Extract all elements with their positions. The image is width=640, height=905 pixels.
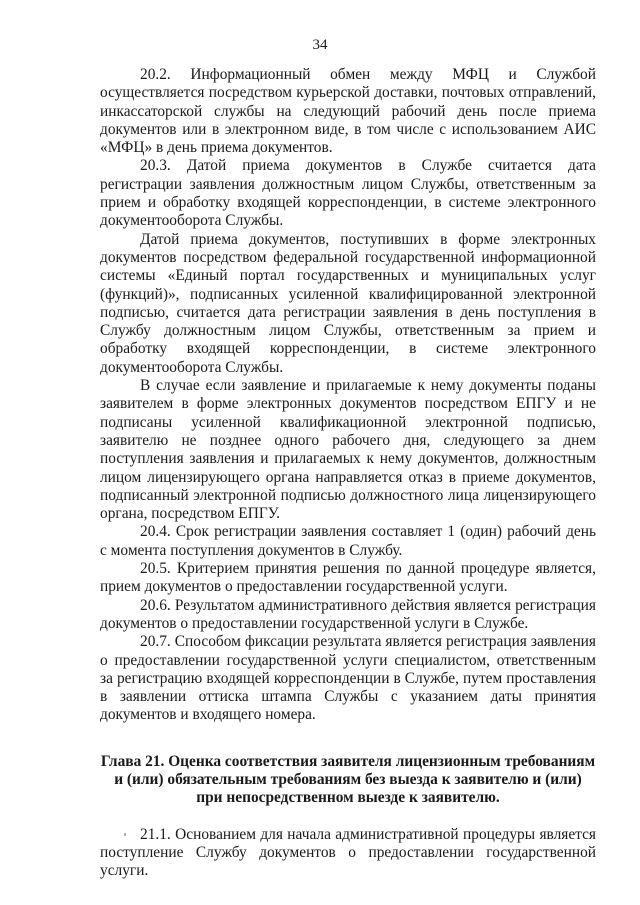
paragraph-epgu-date: Датой приема документов, поступивших в форме электронных документов посредством федеральной государственной информационной системы «Единый портал государственных и муниципальных услуг (функций)», подписанных усиленной квалифицированной электронной подписью, считается дата регистрации заявления в день поступления в Службу должностным лицом Службы, ответственным за прием и обработку входящей корреспонденции, в системе электронного документооборота Службы. (100, 230, 596, 376)
page-number: 34 (312, 37, 328, 53)
paragraph-epgu-refusal: В случае если заявление и прилагаемые к нему документы поданы заявителем в форме электронных документов посредством ЕПГУ и не подписаны усиленной квалификационной электронной подписью, заявителю не позднее одного рабочего дня, следующего за днем поступления заявления и прилагаемых к нему документов, должностным лицом лицензирующего органа направляется отказ в приеме документов, подписанный электронной подписью должностного лица лицензирующего органа, посредством ЕПГУ. (100, 377, 596, 523)
chapter-21-heading: Глава 21. Оценка соответствия заявителя лицензионным требованиям и (или) обязательным требованиям без выезда к заявителю и (или) при непосредственном выезде к заявителю. (100, 752, 596, 807)
paragraph-20-5: 20.5. Критерием принятия решения по данной процедуре является, прием документов о предоставлении государственной услуги. (100, 560, 596, 596)
paragraph-20-2: 20.2. Информационный обмен между МФЦ и Службой осуществляется посредством курьерской доставки, почтовых отправлений, инкассаторской службы на следующий рабочий день после приема документов или в электронном виде, в том числе с использованием АИС «МФЦ» в день приема документов. (100, 66, 596, 157)
paragraph-21-1: 21.1. Основанием для начала административной процедуры является поступление Службу документов о предоставлении государственной услуги. (100, 825, 596, 880)
document-body (100, 66, 596, 880)
paragraph-20-3: 20.3. Датой приема документов в Службе считается дата регистрации заявления должностным лицом Службы, ответственным за прием и обработку входящей корреспонденции, в системе электронного документооборота Службы. (100, 157, 596, 230)
paragraph-20-6: 20.6. Результатом административного действия является регистрация документов о предоставлении государственной услуги в Службе. (100, 596, 596, 632)
scan-artifact-mark (124, 833, 126, 836)
section-spacer (100, 808, 596, 826)
paragraph-20-4: 20.4. Срок регистрации заявления составляет 1 (один) рабочий день с момента поступления документов в Службу. (100, 523, 596, 559)
paragraph-20-7: 20.7. Способом фиксации результата является регистрация заявления о предоставлении государственной услуги специалистом, ответственным за регистрацию входящей корреспонденции в Службе, путем проставления в заявлении оттиска штампа Службы с указанием даты принятия документов и входящего номера. (100, 633, 596, 724)
